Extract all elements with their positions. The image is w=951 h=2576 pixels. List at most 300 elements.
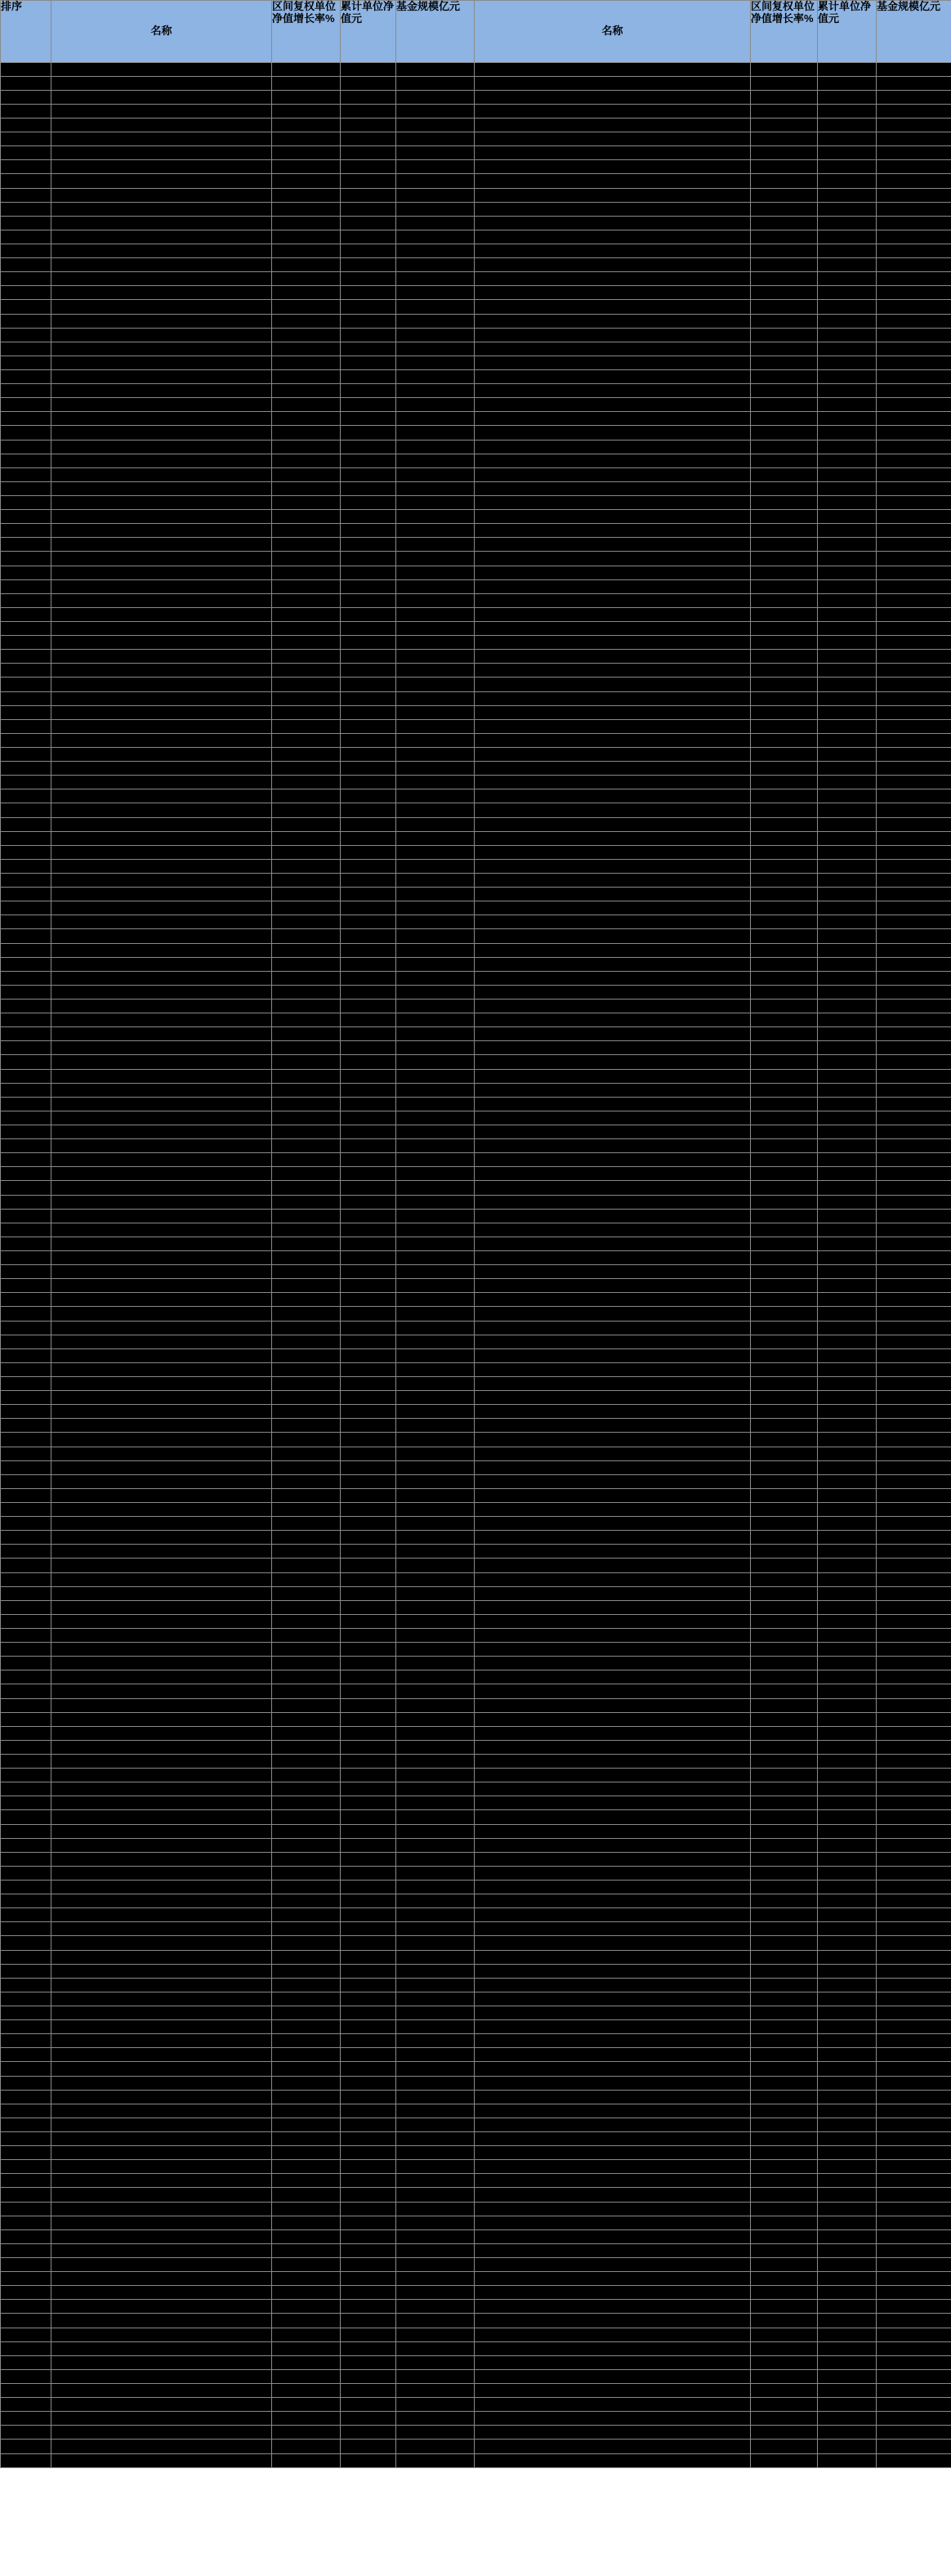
cell-scale1[interactable] [396,1951,475,1965]
cell-growth1[interactable] [272,454,341,468]
cell-rank[interactable] [1,1447,51,1461]
cell-growth2[interactable] [751,972,818,986]
cell-name2[interactable] [475,1335,751,1349]
cell-scale2[interactable] [877,272,951,286]
cell-growth1[interactable] [272,510,341,524]
cell-growth2[interactable] [751,2062,818,2077]
cell-nav2[interactable] [818,524,877,538]
cell-scale2[interactable] [877,189,951,203]
cell-name1[interactable] [51,1769,272,1782]
cell-scale1[interactable] [396,594,475,608]
cell-growth2[interactable] [751,2216,818,2230]
cell-name2[interactable] [475,1181,751,1196]
cell-scale2[interactable] [877,2356,951,2370]
cell-name1[interactable] [51,636,272,650]
cell-name2[interactable] [475,1000,751,1013]
cell-growth2[interactable] [751,748,818,762]
cell-name2[interactable] [475,1223,751,1237]
cell-scale2[interactable] [877,1657,951,1670]
cell-rank[interactable] [1,2188,51,2203]
cell-nav1[interactable] [341,748,396,762]
cell-nav1[interactable] [341,1237,396,1251]
cell-growth2[interactable] [751,1894,818,1908]
cell-growth2[interactable] [751,2286,818,2300]
cell-nav2[interactable] [818,888,877,901]
cell-growth1[interactable] [272,258,341,272]
cell-scale1[interactable] [396,2342,475,2356]
cell-growth2[interactable] [751,1322,818,1335]
cell-name1[interactable] [51,608,272,622]
cell-nav1[interactable] [341,1796,396,1810]
cell-scale1[interactable] [396,1013,475,1027]
cell-name2[interactable] [475,1713,751,1727]
cell-name2[interactable] [475,1517,751,1531]
cell-growth2[interactable] [751,1573,818,1587]
cell-nav1[interactable] [341,580,396,594]
cell-scale1[interactable] [396,1670,475,1684]
cell-name1[interactable] [51,1796,272,1810]
cell-growth1[interactable] [272,1013,341,1027]
cell-nav2[interactable] [818,846,877,860]
cell-rank[interactable] [1,1699,51,1713]
cell-name2[interactable] [475,1545,751,1559]
cell-nav1[interactable] [341,1335,396,1349]
cell-name1[interactable] [51,370,272,384]
cell-name2[interactable] [475,2454,751,2468]
cell-nav1[interactable] [341,1699,396,1713]
cell-nav2[interactable] [818,2230,877,2244]
cell-name2[interactable] [475,818,751,832]
cell-nav1[interactable] [341,454,396,468]
cell-name2[interactable] [475,1867,751,1881]
cell-rank[interactable] [1,1251,51,1265]
cell-name1[interactable] [51,2216,272,2230]
cell-nav1[interactable] [341,874,396,888]
table-row[interactable] [1,1363,951,1377]
cell-scale1[interactable] [396,2370,475,2384]
cell-nav1[interactable] [341,2048,396,2062]
cell-nav2[interactable] [818,1503,877,1517]
cell-rank[interactable] [1,2356,51,2370]
cell-nav2[interactable] [818,1559,877,1573]
cell-nav2[interactable] [818,1936,877,1951]
cell-name1[interactable] [51,650,272,664]
cell-nav1[interactable] [341,789,396,803]
cell-name2[interactable] [475,1727,751,1741]
cell-rank[interactable] [1,1349,51,1363]
cell-rank[interactable] [1,2077,51,2091]
cell-rank[interactable] [1,1601,51,1615]
cell-nav2[interactable] [818,1210,877,1223]
cell-nav1[interactable] [341,2440,396,2454]
cell-growth2[interactable] [751,1992,818,2006]
cell-nav1[interactable] [341,1405,396,1419]
cell-growth1[interactable] [272,1000,341,1013]
cell-scale1[interactable] [396,258,475,272]
cell-growth2[interactable] [751,986,818,1000]
cell-name1[interactable] [51,2370,272,2384]
cell-name1[interactable] [51,1279,272,1293]
cell-growth1[interactable] [272,342,341,356]
cell-scale1[interactable] [396,1377,475,1391]
cell-rank[interactable] [1,300,51,315]
cell-nav2[interactable] [818,580,877,594]
cell-nav1[interactable] [341,1349,396,1363]
cell-nav2[interactable] [818,2146,877,2160]
cell-scale2[interactable] [877,748,951,762]
cell-scale1[interactable] [396,1601,475,1615]
cell-rank[interactable] [1,77,51,91]
cell-nav1[interactable] [341,468,396,482]
cell-growth2[interactable] [751,1363,818,1377]
cell-scale1[interactable] [396,524,475,538]
cell-scale2[interactable] [877,1853,951,1867]
cell-scale2[interactable] [877,1517,951,1531]
cell-scale2[interactable] [877,678,951,692]
cell-rank[interactable] [1,398,51,412]
cell-growth1[interactable] [272,2104,341,2118]
cell-nav1[interactable] [341,1322,396,1335]
cell-nav2[interactable] [818,538,877,552]
cell-nav2[interactable] [818,217,877,230]
cell-name1[interactable] [51,1992,272,2006]
cell-growth2[interactable] [751,398,818,412]
cell-scale1[interactable] [396,329,475,342]
cell-growth2[interactable] [751,776,818,789]
cell-nav1[interactable] [341,2454,396,2468]
cell-nav1[interactable] [341,1070,396,1084]
cell-nav1[interactable] [341,1363,396,1377]
cell-growth2[interactable] [751,1629,818,1643]
cell-scale2[interactable] [877,1810,951,1825]
cell-growth2[interactable] [751,203,818,217]
cell-rank[interactable] [1,1139,51,1153]
cell-nav1[interactable] [341,1196,396,1210]
cell-nav1[interactable] [341,1979,396,1992]
cell-rank[interactable] [1,1279,51,1293]
cell-scale1[interactable] [396,1210,475,1223]
cell-scale2[interactable] [877,2426,951,2440]
cell-scale1[interactable] [396,972,475,986]
cell-nav1[interactable] [341,2216,396,2230]
cell-name1[interactable] [51,2146,272,2160]
table-row[interactable] [1,1405,951,1419]
cell-scale1[interactable] [396,874,475,888]
cell-growth2[interactable] [751,1979,818,1992]
cell-nav1[interactable] [341,441,396,454]
cell-scale2[interactable] [877,2203,951,2216]
table-row[interactable] [1,1237,951,1251]
cell-nav2[interactable] [818,272,877,286]
cell-scale2[interactable] [877,1782,951,1796]
cell-growth1[interactable] [272,636,341,650]
cell-growth2[interactable] [751,1517,818,1531]
cell-rank[interactable] [1,901,51,915]
cell-nav2[interactable] [818,566,877,580]
cell-rank[interactable] [1,189,51,203]
cell-rank[interactable] [1,217,51,230]
cell-rank[interactable] [1,566,51,580]
table-row[interactable] [1,1433,951,1447]
cell-nav2[interactable] [818,2104,877,2118]
cell-scale2[interactable] [877,1322,951,1335]
cell-growth2[interactable] [751,580,818,594]
cell-growth1[interactable] [272,1349,341,1363]
cell-scale2[interactable] [877,1153,951,1167]
table-row[interactable] [1,315,951,329]
cell-rank[interactable] [1,2384,51,2398]
cell-scale2[interactable] [877,1992,951,2006]
cell-growth2[interactable] [751,1293,818,1307]
cell-growth1[interactable] [272,622,341,636]
cell-name1[interactable] [51,1125,272,1139]
cell-scale2[interactable] [877,2091,951,2104]
cell-scale1[interactable] [396,1279,475,1293]
cell-growth2[interactable] [751,2118,818,2132]
cell-name2[interactable] [475,1070,751,1084]
cell-name2[interactable] [475,384,751,398]
cell-scale1[interactable] [396,370,475,384]
cell-scale2[interactable] [877,1265,951,1279]
cell-name2[interactable] [475,2398,751,2412]
cell-growth2[interactable] [751,552,818,566]
cell-rank[interactable] [1,1167,51,1181]
cell-nav2[interactable] [818,189,877,203]
table-row[interactable] [1,818,951,832]
cell-scale1[interactable] [396,1167,475,1181]
cell-nav1[interactable] [341,370,396,384]
cell-nav1[interactable] [341,230,396,244]
cell-scale2[interactable] [877,412,951,426]
cell-scale2[interactable] [877,803,951,818]
cell-rank[interactable] [1,2006,51,2020]
table-row[interactable] [1,2314,951,2328]
table-row[interactable] [1,1727,951,1741]
table-row[interactable] [1,789,951,803]
table-row[interactable] [1,1615,951,1629]
cell-nav1[interactable] [341,1839,396,1853]
cell-scale2[interactable] [877,342,951,356]
cell-scale1[interactable] [396,2440,475,2454]
cell-scale2[interactable] [877,329,951,342]
table-row[interactable] [1,77,951,91]
cell-rank[interactable] [1,2132,51,2146]
cell-name2[interactable] [475,1293,751,1307]
cell-growth1[interactable] [272,1084,341,1098]
cell-scale2[interactable] [877,1573,951,1587]
cell-nav2[interactable] [818,244,877,258]
cell-nav1[interactable] [341,77,396,91]
cell-scale2[interactable] [877,1601,951,1615]
cell-nav2[interactable] [818,692,877,706]
cell-growth2[interactable] [751,1545,818,1559]
cell-growth1[interactable] [272,1307,341,1322]
cell-name2[interactable] [475,1433,751,1447]
cell-rank[interactable] [1,496,51,510]
cell-scale1[interactable] [396,272,475,286]
cell-scale2[interactable] [877,692,951,706]
cell-scale1[interactable] [396,664,475,678]
cell-growth1[interactable] [272,482,341,496]
cell-name1[interactable] [51,901,272,915]
cell-rank[interactable] [1,174,51,189]
cell-scale2[interactable] [877,832,951,846]
table-row[interactable] [1,2048,951,2062]
cell-rank[interactable] [1,2412,51,2426]
table-row[interactable] [1,664,951,678]
table-row[interactable] [1,1000,951,1013]
cell-scale2[interactable] [877,1084,951,1098]
table-row[interactable] [1,2258,951,2272]
cell-name2[interactable] [475,608,751,622]
cell-nav2[interactable] [818,1489,877,1503]
cell-scale1[interactable] [396,636,475,650]
cell-nav2[interactable] [818,1769,877,1782]
cell-name2[interactable] [475,1657,751,1670]
cell-rank[interactable] [1,1769,51,1782]
cell-growth1[interactable] [272,1979,341,1992]
cell-nav2[interactable] [818,1670,877,1684]
cell-nav2[interactable] [818,1657,877,1670]
cell-scale2[interactable] [877,1167,951,1181]
cell-nav2[interactable] [818,552,877,566]
cell-growth1[interactable] [272,203,341,217]
cell-name1[interactable] [51,2412,272,2426]
cell-name1[interactable] [51,1503,272,1517]
table-row[interactable] [1,1825,951,1839]
cell-nav2[interactable] [818,664,877,678]
cell-nav1[interactable] [341,594,396,608]
cell-nav1[interactable] [341,1125,396,1139]
cell-nav2[interactable] [818,2244,877,2258]
cell-nav2[interactable] [818,608,877,622]
cell-growth1[interactable] [272,1391,341,1405]
cell-nav2[interactable] [818,1727,877,1741]
table-row[interactable] [1,2091,951,2104]
cell-scale2[interactable] [877,398,951,412]
cell-name2[interactable] [475,1084,751,1098]
cell-rank[interactable] [1,1125,51,1139]
table-row[interactable] [1,2370,951,2384]
cell-name2[interactable] [475,454,751,468]
cell-growth2[interactable] [751,454,818,468]
cell-growth2[interactable] [751,272,818,286]
cell-scale2[interactable] [877,1503,951,1517]
cell-rank[interactable] [1,2398,51,2412]
cell-growth2[interactable] [751,2412,818,2426]
cell-rank[interactable] [1,1782,51,1796]
cell-scale2[interactable] [877,1210,951,1223]
cell-growth1[interactable] [272,2048,341,2062]
table-row[interactable] [1,1210,951,1223]
cell-rank[interactable] [1,915,51,929]
cell-nav2[interactable] [818,1279,877,1293]
cell-growth1[interactable] [272,1839,341,1853]
cell-scale1[interactable] [396,608,475,622]
cell-scale2[interactable] [877,915,951,929]
cell-scale2[interactable] [877,1363,951,1377]
cell-nav2[interactable] [818,77,877,91]
cell-name1[interactable] [51,1349,272,1363]
cell-scale1[interactable] [396,1265,475,1279]
cell-scale1[interactable] [396,762,475,776]
cell-growth1[interactable] [272,119,341,132]
cell-name2[interactable] [475,2370,751,2384]
cell-growth2[interactable] [751,1755,818,1769]
cell-scale1[interactable] [396,1517,475,1531]
cell-scale1[interactable] [396,1992,475,2006]
cell-growth1[interactable] [272,1867,341,1881]
cell-growth1[interactable] [272,1825,341,1839]
table-row[interactable] [1,1839,951,1853]
cell-growth1[interactable] [272,2034,341,2048]
cell-growth1[interactable] [272,2370,341,2384]
cell-name2[interactable] [475,1782,751,1796]
table-row[interactable] [1,2300,951,2314]
table-row[interactable] [1,776,951,789]
cell-rank[interactable] [1,329,51,342]
cell-nav1[interactable] [341,860,396,874]
cell-nav2[interactable] [818,496,877,510]
column-header-name-1[interactable]: 名称 [51,1,272,63]
cell-rank[interactable] [1,2091,51,2104]
cell-name2[interactable] [475,412,751,426]
cell-growth2[interactable] [751,1908,818,1922]
cell-scale1[interactable] [396,2258,475,2272]
cell-growth1[interactable] [272,2203,341,2216]
cell-rank[interactable] [1,356,51,370]
cell-growth1[interactable] [272,1167,341,1181]
table-row[interactable] [1,566,951,580]
cell-nav1[interactable] [341,986,396,1000]
cell-nav1[interactable] [341,1223,396,1237]
table-row[interactable] [1,2203,951,2216]
cell-nav2[interactable] [818,1601,877,1615]
cell-nav2[interactable] [818,1419,877,1433]
cell-name2[interactable] [475,1279,751,1293]
cell-rank[interactable] [1,1810,51,1825]
cell-nav2[interactable] [818,1391,877,1405]
cell-name2[interactable] [475,720,751,734]
cell-growth2[interactable] [751,1853,818,1867]
cell-nav1[interactable] [341,803,396,818]
cell-name2[interactable] [475,2258,751,2272]
cell-scale1[interactable] [396,1461,475,1475]
cell-rank[interactable] [1,146,51,160]
cell-scale1[interactable] [396,915,475,929]
cell-nav2[interactable] [818,2174,877,2188]
cell-growth1[interactable] [272,1894,341,1908]
cell-growth2[interactable] [751,860,818,874]
cell-growth2[interactable] [751,132,818,146]
cell-rank[interactable] [1,342,51,356]
cell-rank[interactable] [1,1181,51,1196]
cell-name1[interactable] [51,678,272,692]
cell-name1[interactable] [51,356,272,370]
table-row[interactable] [1,1084,951,1098]
cell-scale2[interactable] [877,986,951,1000]
cell-scale2[interactable] [877,706,951,720]
table-row[interactable] [1,2440,951,2454]
cell-nav2[interactable] [818,370,877,384]
cell-name2[interactable] [475,1405,751,1419]
table-row[interactable] [1,1629,951,1643]
cell-growth1[interactable] [272,818,341,832]
cell-rank[interactable] [1,846,51,860]
table-row[interactable] [1,370,951,384]
cell-scale2[interactable] [877,63,951,77]
cell-growth2[interactable] [751,1041,818,1055]
